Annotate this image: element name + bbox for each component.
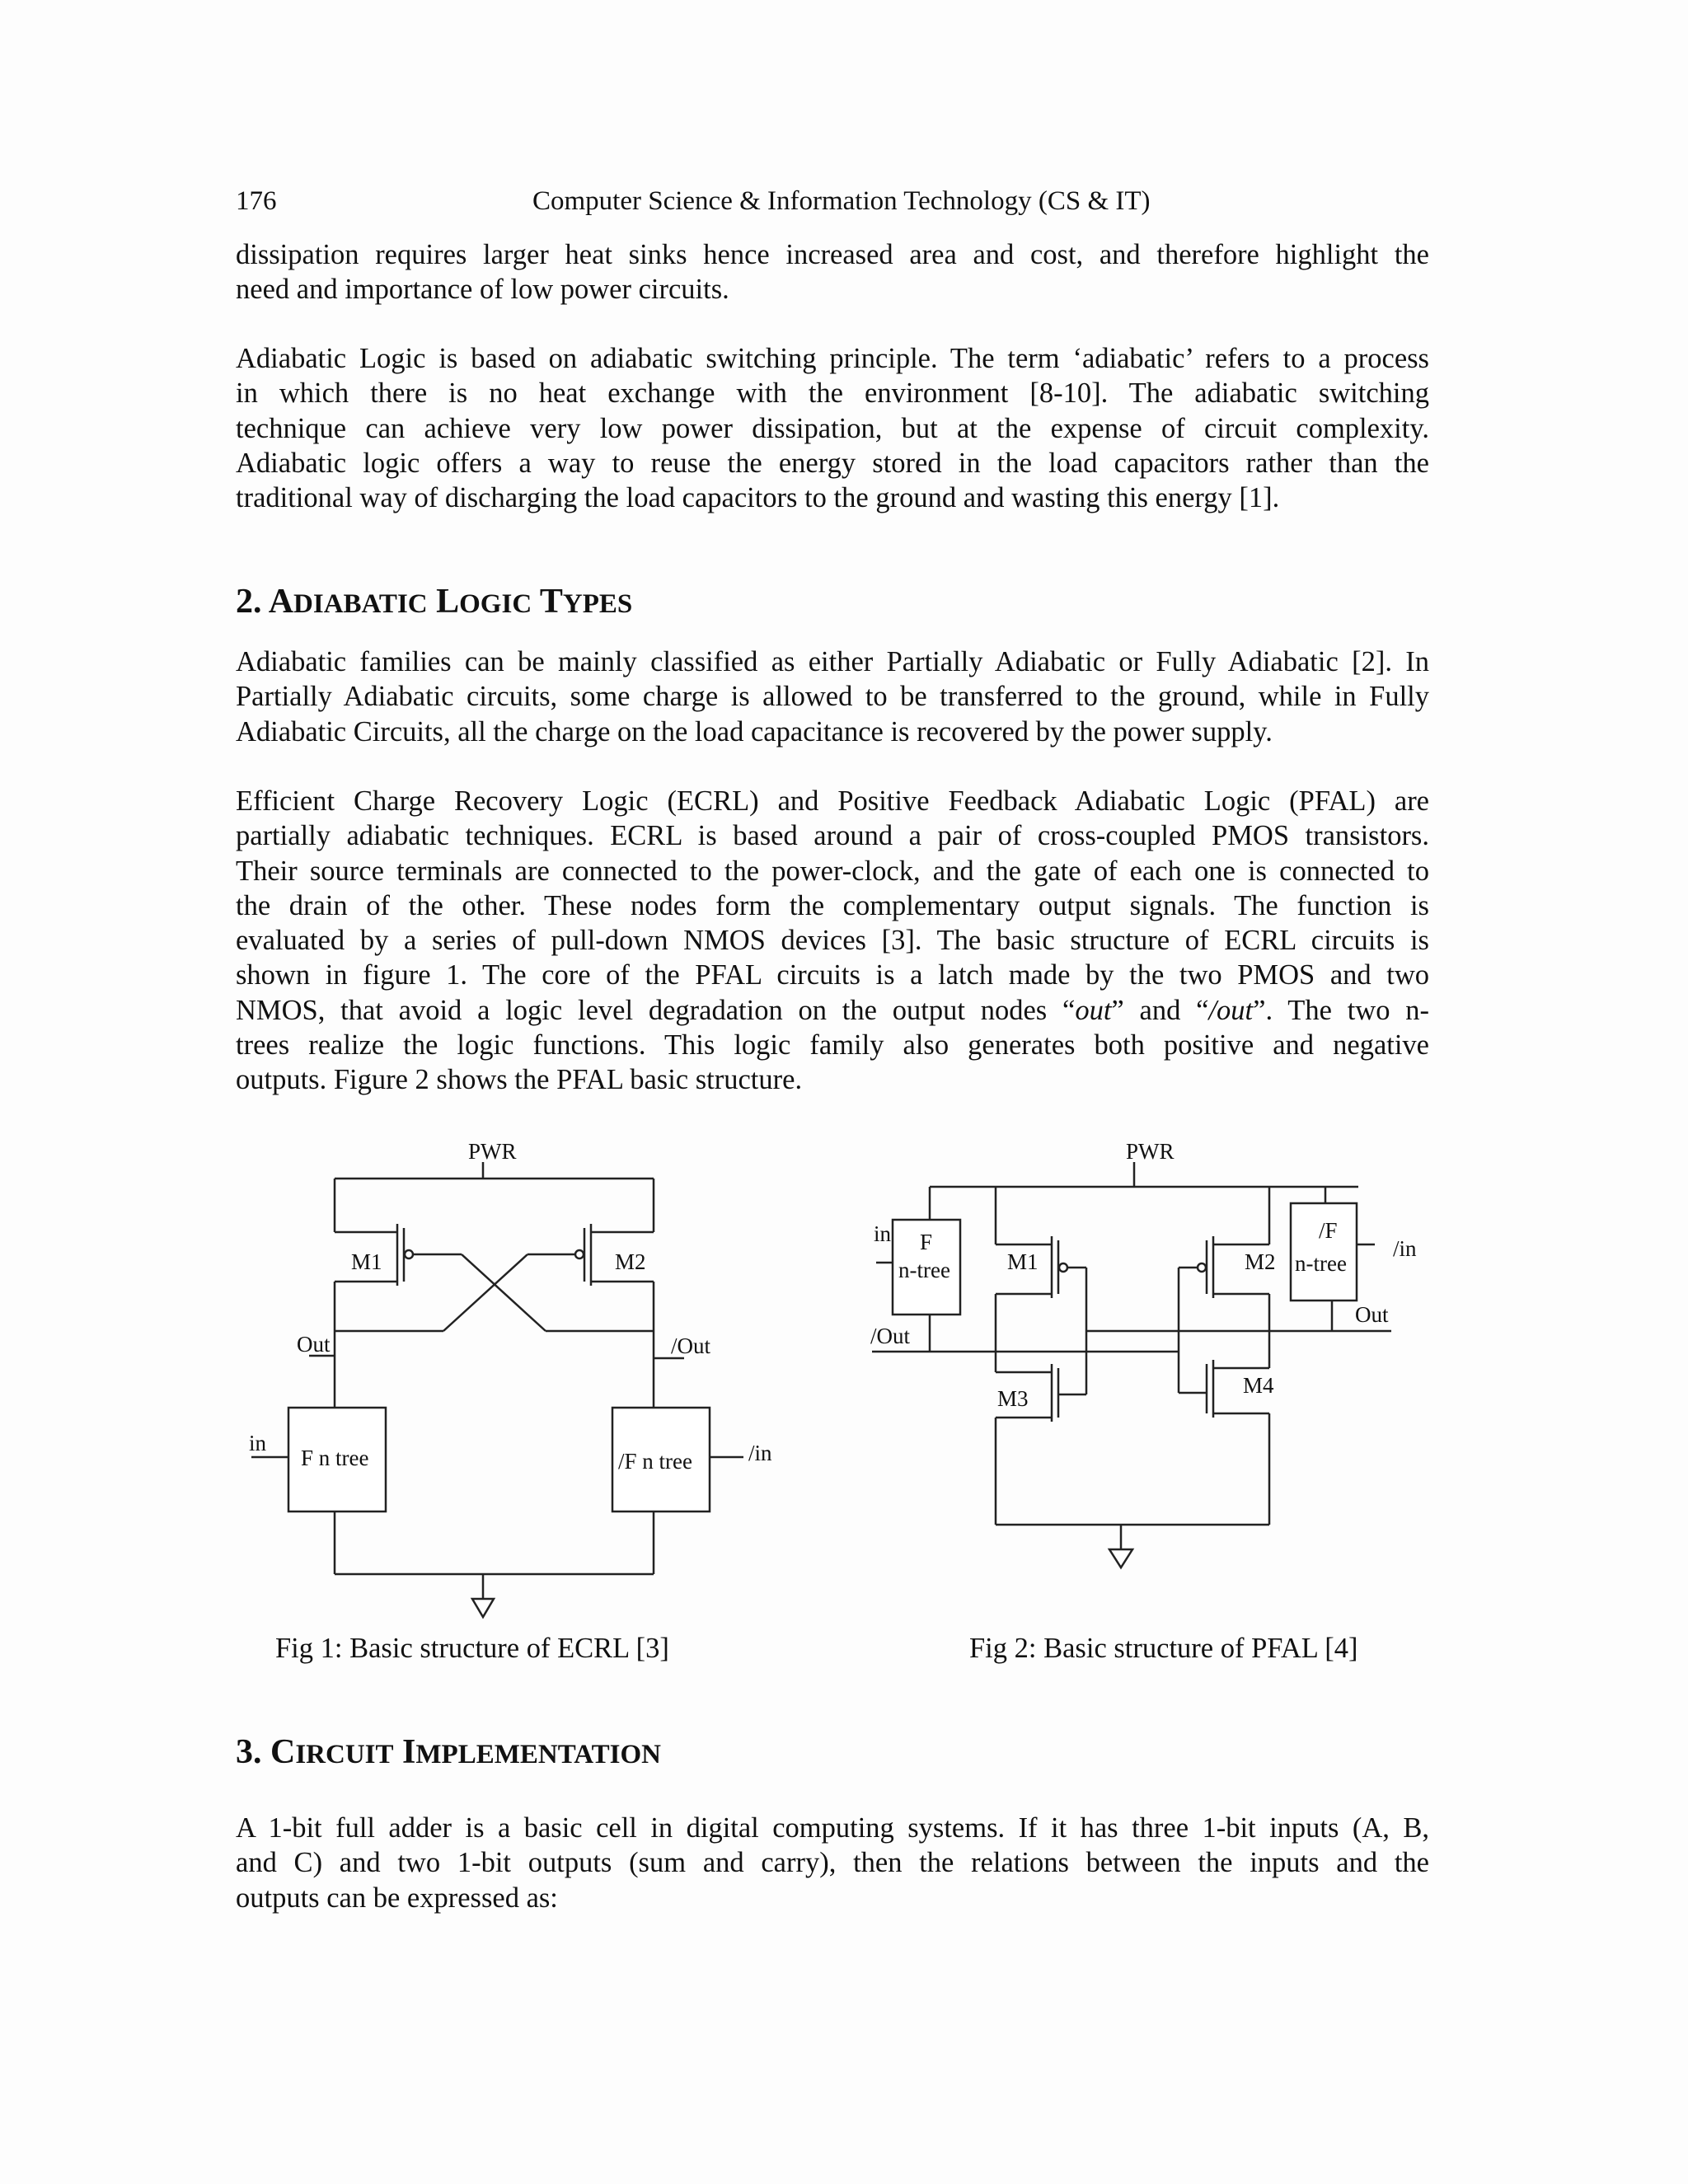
ecrl-schematic <box>239 1129 808 1632</box>
fig2-nf-label: /F <box>1319 1218 1338 1243</box>
fig2-out-label: Out <box>1355 1302 1389 1327</box>
paragraph-ecrl-pfal: Efficient Charge Recovery Logic (ECRL) and Positive Feedback Adiabatic Logic (PFAL) are partially adiabatic techniques. ECRL is based around a pair of cross-coupled PMOS transistors. Their source terminals are connected to the power-clock, and the gate of each one is connected to the drain of the other. These nodes form the complementary output signals. The function is evaluated by a series of pull-down NMOS devices [3]. The basic structure of ECRL circuits is shown in figure 1. The core of the PFAL circuits is a latch made by the two PMOS and two NMOS, that avoid a logic level degradation on the output nodes “out” and “/out”. The two n- trees realize the logic functions. This logic family also generates both positive and negative outputs. Figure 2 shows the PFAL basic structure. <box>236 785 1429 1096</box>
figure-2-caption: Fig 2: Basic structure of PFAL [4] <box>969 1633 1358 1664</box>
fig2-in-label: in <box>874 1221 892 1246</box>
fig2-nin-label: /in <box>1393 1236 1417 1261</box>
fig2-ntree-left-label: n-tree <box>898 1258 950 1282</box>
fig2-m2-label: M2 <box>1245 1249 1276 1274</box>
fig1-out-label: Out <box>297 1332 331 1357</box>
figure-pfal <box>864 1129 1417 1591</box>
fig2-m4-label: M4 <box>1243 1373 1274 1398</box>
paragraph-full-adder: A 1-bit full adder is a basic cell in digital computing systems. If it has three 1-bit inputs (A, B, and C) and two 1-bit outputs (sum and carry), then the relations between the inputs and the outputs can be expressed as: <box>236 1812 1429 1914</box>
fig2-m1-label: M1 <box>1007 1249 1039 1274</box>
fig1-pwr-label: PWR <box>468 1139 517 1164</box>
page-number: 176 <box>236 186 277 216</box>
fig2-f-label: F <box>920 1230 933 1254</box>
fig2-nout-label: /Out <box>870 1324 911 1348</box>
fig1-m2-label: M2 <box>615 1249 646 1274</box>
section-3-heading: 3. CIRCUIT IMPLEMENTATION <box>236 1733 662 1771</box>
page-header <box>236 186 1429 219</box>
pfal-schematic <box>864 1129 1417 1591</box>
section-2-heading: 2. ADIABATIC LOGIC TYPES <box>236 583 633 621</box>
paragraph-adiabatic-logic: Adiabatic Logic is based on adiabatic switching principle. The term ‘adiabatic’ refers to a process in which there is no heat exchange with the environment [8-10]. The adiabatic switching technique can achieve very low power dissipation, but at the expense of circuit complexity. Adiabatic logic offers a way to reuse the energy stored in the load capacitors rather than the traditional way of discharging the load capacitors to the ground and wasting this energy [1]. <box>236 343 1429 514</box>
running-title: Computer Science & Information Technology (CS & IT) <box>532 186 1151 216</box>
fig2-pwr-label: PWR <box>1126 1139 1175 1164</box>
paragraph-intro-continued: dissipation requires larger heat sinks hence increased area and cost, and therefore highlight the need and importance of low power circuits. <box>236 239 1429 306</box>
fig1-in-label: in <box>249 1431 267 1455</box>
paragraph-adiabatic-families: Adiabatic families can be mainly classified as either Partially Adiabatic or Fully Adiabatic [2]. In Partially Adiabatic circuits, some charge is allowed to be transferred to the ground, while in Fully Adiabatic Circuits, all the charge on the load capacitance is recovered by the power supply. <box>236 646 1429 748</box>
fig1-ftree-label: F n tree <box>301 1446 369 1470</box>
fig2-ntree-right-label: n-tree <box>1295 1251 1347 1276</box>
fig1-m1-label: M1 <box>351 1249 382 1274</box>
fig2-m3-label: M3 <box>997 1386 1029 1411</box>
fig1-nftree-label: /F n tree <box>618 1449 692 1474</box>
figure-ecrl <box>239 1129 808 1632</box>
figure-1-caption: Fig 1: Basic structure of ECRL [3] <box>275 1633 669 1664</box>
fig1-nin-label: /in <box>748 1441 772 1465</box>
fig1-nout-label: /Out <box>671 1333 711 1358</box>
